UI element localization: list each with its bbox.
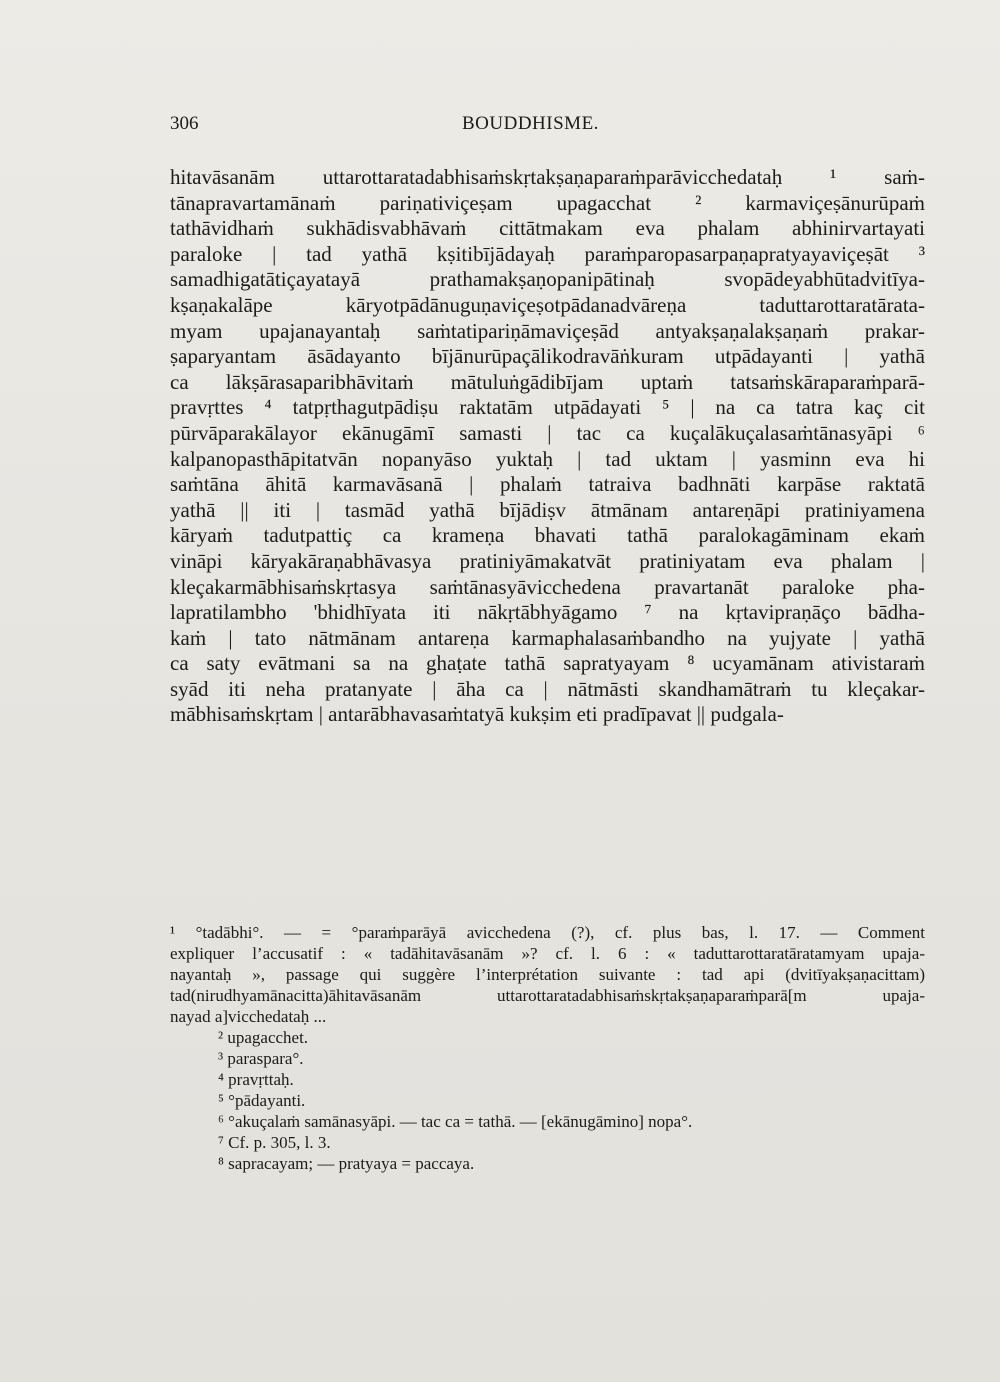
running-head: BOUDDHISME.	[462, 113, 599, 134]
text-line: kleçakarmābhisaṁskṛtasya saṁtānasyāvicchedena pravartanāt paraloke pha-	[170, 574, 925, 599]
text-line: tānapravartamānaṁ pariṇativiçeṣam upagacchat ² karmaviçeṣānurūpaṁ	[170, 190, 925, 215]
text-line: myam upajanayantaḥ saṁtatipariṇāmaviçeṣād antyakṣaṇalakṣaṇaṁ prakar-	[170, 318, 925, 343]
text-line: kāryaṁ tadutpattiç ca krameṇa bhavati tathā paralokagāminam ekaṁ	[170, 523, 925, 548]
text-line: yathā || iti | tasmād yathā bījādiṣv ātmānam antareṇāpi pratiniyamena	[170, 497, 925, 522]
footnote-line: ¹ °tadābhi°. — = °paraṁparāyā avicchedena (?), cf. plus bas, l. 17. — Comment	[170, 923, 925, 942]
text-line: hitavāsanām uttarottaratadabhisaṁskṛtakṣaṇaparaṁparāvicchedataḥ ¹ saṁ-	[170, 165, 925, 189]
text-line: syād iti neha pratanyate | āha ca | nātmāsti skandhamātraṁ tu kleçakar-	[170, 676, 925, 701]
footnote-line: nayad a]vicchedataḥ ...	[170, 1007, 327, 1026]
footnote-item: ⁷ Cf. p. 305, l. 3.	[218, 1133, 331, 1152]
text-line: kṣaṇakalāpe kāryotpādānuguṇaviçeṣotpādanadvāreṇa taduttarottaratārata-	[170, 292, 925, 317]
text-line: pūrvāparakālayor ekānugāmī samasti | tac ca kuçalākuçalasaṁtānasyāpi ⁶	[170, 420, 925, 445]
page-header	[170, 113, 930, 143]
footnote-item: ⁶ °akuçalaṁ samānasyāpi. — tac ca = tathā. — [ekānugāmino] nopa°.	[218, 1112, 693, 1131]
footnote-line: expliquer l’accusatif : « tadāhitavāsanām »? cf. l. 6 : « taduttarottaratāratamyam upaja-	[170, 944, 925, 963]
text-line: kalpanopasthāpitatvān nopanyāso yuktaḥ | tad uktam | yasminn eva hi	[170, 446, 925, 471]
text-line: samadhigatātiçayatayā prathamakṣaṇopanipātinaḥ svopādeyabhūtadvitīya-	[170, 267, 925, 292]
text-line: kaṁ | tato nātmānam antareṇa karmaphalasaṁbandho na yujyate | yathā	[170, 625, 925, 650]
text-line: pravṛttes ⁴ tatpṛthagutpādiṣu raktatām utpādayati ⁵ | na ca tatra kaç cit	[170, 395, 925, 420]
text-line: lapratilambho 'bhidhīyata iti nākṛtābhyāgamo ⁷ na kṛtavipraṇāço bādha-	[170, 600, 925, 625]
main-text	[170, 165, 925, 728]
text-line: vināpi kāryakāraṇabhāvasya pratiniyāmakatvāt pratiniyatam eva phalam |	[170, 548, 925, 573]
footnote-item: ³ paraspara°.	[218, 1049, 304, 1068]
text-line: tathāvidhaṁ sukhādisvabhāvaṁ cittātmakam eva phalam abhinirvartayati	[170, 216, 925, 241]
text-line: mābhisaṁskṛtam | antarābhavasaṁtatyā kukṣim eti pradīpavat || pudgala-	[170, 702, 784, 727]
text-line: ṣaparyantam āsādayanto bījānurūpaçālikodravāṅkuram utpādayanti | yathā	[170, 344, 925, 369]
text-line: ca saty evātmani sa na ghaṭate tathā sapratyayam ⁸ ucyamānam ativistaraṁ	[170, 651, 925, 676]
footnote-line: tad(nirudhyamānacitta)āhitavāsanām uttarottaratadabhisaṁskṛtakṣaṇaparaṁparā[m upaja-	[170, 986, 925, 1005]
footnote-line: nayantaḥ », passage qui suggère l’interprétation suivante : tad api (dvitīyakṣaṇacittam)	[170, 965, 925, 984]
text-line: ca lākṣārasaparibhāvitaṁ mātuluṅgādibījam uptaṁ tatsaṁskāraparaṁparā-	[170, 369, 925, 394]
page-number: 306	[170, 113, 199, 134]
footnote-item: ⁸ sapracayam; — pratyaya = paccaya.	[218, 1154, 475, 1173]
footnote-item: ² upagacchet.	[218, 1028, 309, 1047]
footnote-item: ⁴ pravṛttaḥ.	[218, 1070, 294, 1089]
text-line: saṁtāna āhitā karmavāsanā | phalaṁ tatraiva badhnāti karpāse raktatā	[170, 472, 925, 497]
footnotes	[170, 922, 925, 1174]
footnote-item: ⁵ °pādayanti.	[218, 1091, 306, 1110]
text-line: paraloke | tad yathā kṣitibījādayaḥ paraṁparopasarpaṇapratyayaviçeṣāt ³	[170, 241, 925, 266]
